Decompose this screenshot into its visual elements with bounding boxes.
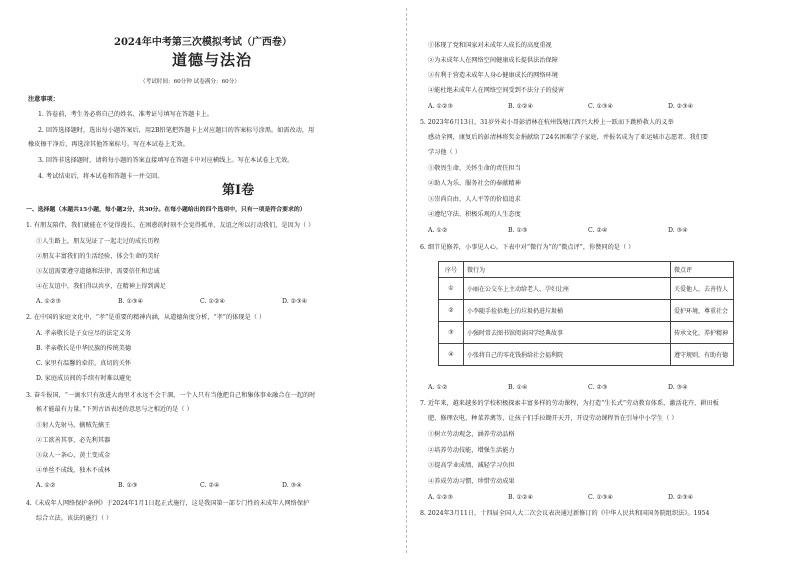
question-stem: 肥、修理农电、种菜养禽等，让孩子们手拉锄开天开，开设劳动课程旨在引导中小学生（ ） — [428, 415, 678, 422]
question-stem: 6. 细节见修养，小事见人心。下表中对“微行为”的“微点评”，你赞同的是（ ） — [420, 244, 635, 251]
option-a: A. ①②③ — [428, 494, 454, 501]
option-a: A. ①②③ — [36, 298, 62, 305]
table-cell: 小丽在公交车上主动给老人、孕妇让座 — [464, 278, 671, 300]
option-c: C. ①②④ — [200, 298, 226, 305]
question-stem: 候才能最有力量。”下列古语表述的意思与之相近的是（ ） — [36, 406, 193, 413]
option-b: B. ①③④ — [118, 298, 144, 305]
note-line: 1. 答卷前，考生务必将自己的姓名、准考证号填写在答题卡上。 — [38, 111, 213, 118]
table-cell: ① — [439, 278, 464, 300]
exam-info: （考试时间：60分钟 试卷满分：60分） — [140, 79, 240, 85]
table-header-row — [439, 262, 734, 278]
table-cell: 小李随手捡拾地上的垃圾扔进垃圾桶 — [464, 300, 671, 322]
question-stem: 7. 近年来，越来越多的学校积极探索丰富多样的劳动课程，为打造“生长式”劳动教育体系，激活花卉、耕田板 — [420, 400, 719, 407]
question-item: ④能杜绝未成年人在网络空间受到不法分子的侵害 — [428, 87, 565, 94]
question-item: ③众人一条心，黄土变成金 — [36, 452, 111, 459]
table-cell: ② — [439, 300, 464, 322]
option-d: D. ②③④ — [668, 494, 694, 501]
question-item: ①射人先射马，擒贼先擒王 — [36, 422, 111, 429]
option-b: B. ①②④ — [508, 103, 534, 110]
option-d: D. ③④ — [282, 482, 302, 489]
question-item: ③有利于营造未成年人身心健康成长的网络环境 — [428, 72, 558, 79]
question-stem: 1. 有朋友陪伴，我们就能在不觉得漫长、在困惑的时刻不会觉得孤单，友谊之所以打动我们，是因为（ ） — [26, 222, 315, 229]
option-a: A. ①②③ — [428, 103, 454, 110]
option-c: C. ②④ — [200, 482, 220, 489]
question-stem: 2. 在中国的家庭文化中，“孝”是重要的精神内涵，从道德角度分析，“孝”的体现是（ ） — [26, 314, 266, 321]
table-cell: ④ — [439, 344, 464, 366]
option-c: C. ①③④ — [588, 103, 614, 110]
table-row — [439, 300, 734, 322]
note-line: 2. 回答选择题时，选出每小题答案后，用2B铅笔把答题卡上对应题目的答案标号涂黑。如需改动，用 — [38, 127, 315, 134]
option-a: A. ①② — [36, 482, 56, 489]
question-stem: 学习他（ ） — [428, 149, 461, 156]
section-title: 第Ⅰ卷 — [222, 183, 255, 198]
option-a: A. 孝亲敬长是子女应尽的法定义务 — [36, 330, 132, 337]
question-item: ②工欲善其事，必先利其器 — [36, 437, 111, 444]
option-b: B. ①③ — [118, 482, 138, 489]
note-line: 4. 考试结束后，将本试卷和答题卡一并交回。 — [38, 173, 164, 180]
table-row — [439, 344, 734, 366]
option-c: C. ②③ — [588, 384, 608, 391]
note-line: 橡皮擦干净后，再选涂其他答案标号。写在本试卷上无效。 — [28, 141, 189, 148]
option-b: B. 孝亲敬长是中华民族的传统美德 — [36, 345, 132, 352]
question-item: ②培养劳动技能，增强生活能力 — [428, 447, 515, 454]
option-c: C. ①③④ — [588, 494, 614, 501]
option-d: D. ③④ — [668, 227, 688, 234]
option-c: C. ②④ — [588, 227, 608, 234]
question-item: ①体现了党和国家对未成年人成长的高度重视 — [428, 42, 552, 49]
option-a: A. ①② — [428, 227, 448, 234]
option-b: B. ①②④ — [508, 494, 534, 501]
exam-title: 2024年中考第三次模拟考试（广西卷） — [114, 37, 292, 48]
table-row — [439, 322, 734, 344]
question-item: ②为未成年人在网络空间健康成长提供法治保障 — [428, 57, 558, 64]
question-item: ④养成劳动习惯，珍惜劳动成果 — [428, 478, 515, 485]
question-stem: 3. 奋斗报国，“一滴水只有放进大海里才永远不会干涸，一个人只有当他把自己和集体事业融合在一起的时 — [26, 392, 316, 399]
option-d: D. ③④ — [668, 384, 688, 391]
question-stem: 综合立法。该法的施行（ ） — [36, 515, 113, 522]
note-line: 3. 回答非选择题时，请将每小题的答案直接填写在答题卡中对应横线上。写在本试卷上无效。 — [38, 157, 294, 164]
column-divider — [406, 8, 407, 553]
question-stem: 感动全网，康复后的彭清林将奖金捐献给了24名困难学子家庭，并报名成为了亚运城市志愿者。我们要 — [428, 134, 709, 141]
question-item: ②朋友丰富我们的生活经验，体会生命的美好 — [36, 253, 160, 260]
question-stem: 5. 2023年6月13日，31岁外卖小哥彭清林在杭州钱塘江西兴大桥上一跃而下跳桥救人的义举 — [420, 119, 674, 126]
question-item: ①敬畏生命、关怀生命的责任担当 — [428, 165, 521, 172]
question-item: ④单丝不成线，独木不成林 — [36, 467, 111, 474]
question-item: ③友谊需要遵守道德和法律，需要信任和忠诚 — [36, 268, 160, 275]
subject-title: 道德与法治 — [172, 51, 253, 69]
option-d: D. 家庭成员间的手续有时难以避免 — [36, 375, 132, 382]
table-cell: 关爱他人，去善待人 — [671, 278, 734, 300]
table-cell: 遵守规则，有助有德 — [671, 344, 734, 366]
question-item: ④在友谊中，我们得以共享，在精神上得到满足 — [36, 283, 166, 290]
table-cell: 传承文化，养护精神 — [671, 322, 734, 344]
notes-heading: 注意事项： — [28, 96, 59, 103]
table-cell: ③ — [439, 322, 464, 344]
option-d: D. ②③④ — [282, 298, 308, 305]
table-header: 微点评 — [671, 262, 734, 278]
table-header: 微行为 — [464, 262, 671, 278]
micro-behavior-table — [438, 261, 734, 366]
table-cell: 小强时常去图书馆阅读国学经典故事 — [464, 322, 671, 344]
question-item: ①树立劳动观念，涵养劳动品格 — [428, 431, 515, 438]
question-stem: 8. 2024年3月11日，十四届全国人大二次会议表决通过新修订的《中华人民共和国国务院组织法》。1954 — [420, 510, 710, 517]
option-b: B. ①③ — [508, 227, 528, 234]
option-b: B. ①④ — [508, 384, 528, 391]
table-row — [439, 278, 734, 300]
question-item: ③提高学业成绩，减轻学习负担 — [428, 462, 515, 469]
question-item: ①人生路上，朋友见证了一起走过的成长历程 — [36, 238, 160, 245]
question-item: ④遵纪守法、积极乐观的人生态度 — [428, 211, 521, 218]
option-d: D. ②③④ — [668, 103, 694, 110]
option-c: C. 家里有温馨的牵挂，真切的关怀 — [36, 360, 132, 367]
question-item: ③崇尚自由、人人平等的价值追求 — [428, 196, 521, 203]
option-a: A. ①② — [428, 384, 448, 391]
question-item: ②助人为乐、服务社会的奉献精神 — [428, 180, 521, 187]
table-cell: 小张将自己的零花钱捐给社会福利院 — [464, 344, 671, 366]
part1-intro: 一、选择题（本题共15小题，每小题2分，共30分。在每小题给出的四个选项中，只有一项是符合要求的） — [26, 206, 306, 213]
table-header: 序号 — [439, 262, 464, 278]
question-stem: 4.《未成年人网络保护条例》于2024年1月1日起正式施行，这是我国第一部专门性的未成年人网络保护 — [26, 500, 310, 507]
table-cell: 爱护环境，尊重社会 — [671, 300, 734, 322]
